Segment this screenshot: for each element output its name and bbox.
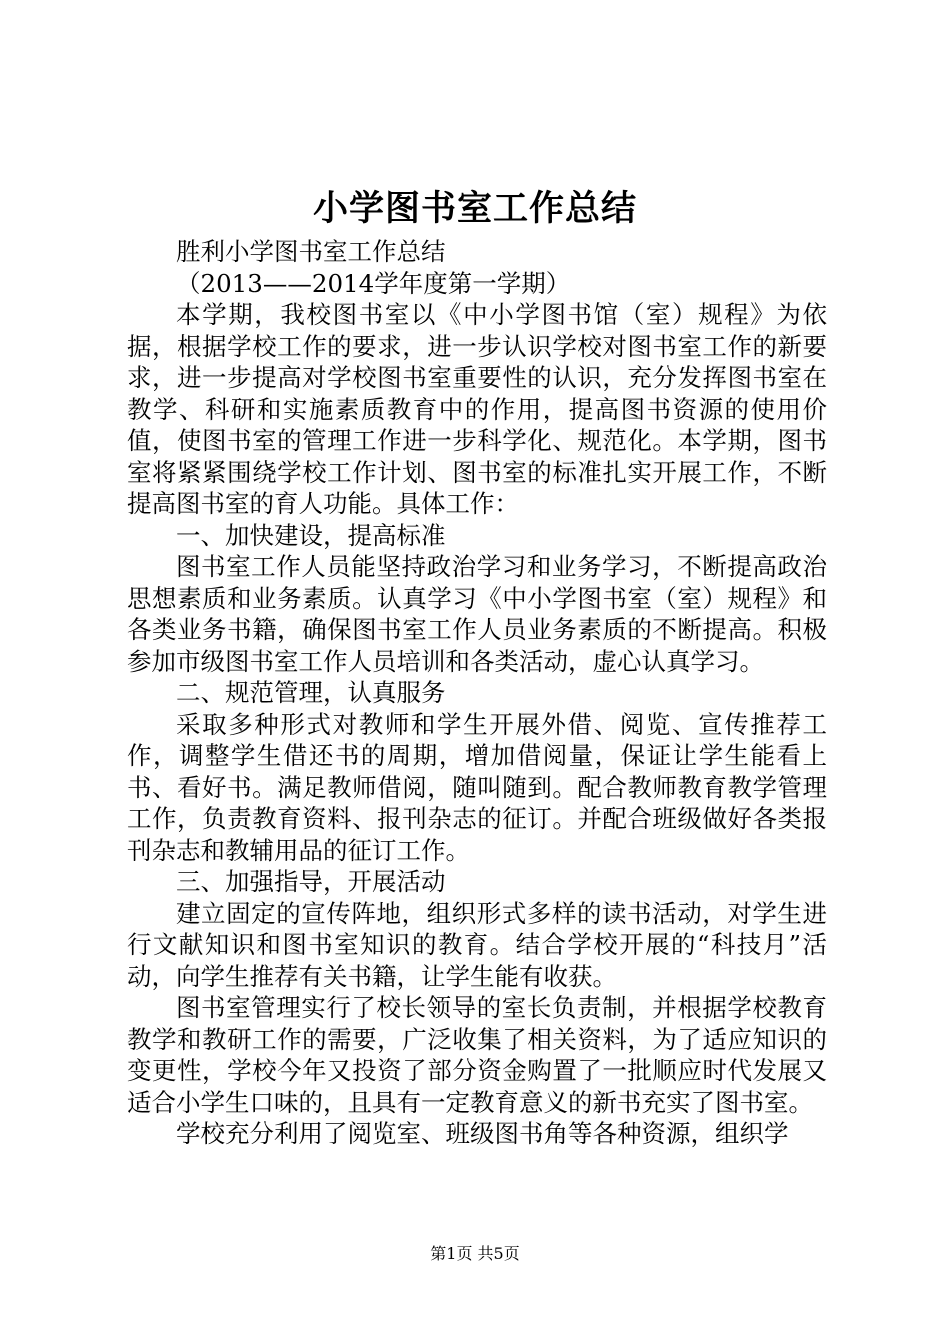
paragraph-intro: 本学期，我校图书室以《中小学图书馆（室）规程》为依据，根据学校工作的要求，进一步认识学校对图书室工作的新要求，进一步提高对学校图书室重要性的认识，充分发挥图书室在教学、科研和实施素质教育中的作用，提高图书资源的使用价值，使图书室的管理工作进一步科学化、规范化。本学期，图书室将紧紧围绕学校工作计划、图书室的标准扎实开展工作，不断提高图书室的育人功能。具体工作： (127, 300, 827, 518)
section-heading-1: 一、加快建设，提高标准 (176, 520, 446, 550)
page-footer: 第1页 共5页 (430, 1244, 520, 1263)
document-body (127, 236, 827, 1150)
paragraph-management: 图书室管理实行了校长领导的室长负责制，并根据学校教育教学和教研工作的需要，广泛收集了相关资料，为了适应知识的变更性，学校今年又投资了部分资金购置了一批顺应时代发展又适合小学生口味的，且具有一定教育意义的新书充实了图书室。 (127, 993, 827, 1117)
paragraph-subtitle: 胜利小学图书室工作总结 (176, 237, 446, 266)
paragraph-section-3: 建立固定的宣传阵地，组织形式多样的读书活动，对学生进行文献知识和图书室知识的教育。结合学校开展的“科技月”活动，向学生推荐有关书籍，让学生能有收获。 (127, 898, 827, 991)
paragraph-resources: 学校充分利用了阅览室、班级图书角等各种资源，组织学 (176, 1119, 789, 1148)
paragraph-section-2: 采取多种形式对教师和学生开展外借、阅览、宣传推荐工作，调整学生借还书的周期，增加借阅量，保证让学生能看上书、看好书。满足教师借阅，随叫随到。配合教师教育教学管理工作，负责教育资料、报刊杂志的征订。并配合班级做好各类报刊杂志和教辅用品的征订工作。 (127, 709, 827, 865)
section-heading-2: 二、规范管理，认真服务 (176, 678, 446, 707)
paragraph-section-1: 图书室工作人员能坚持政治学习和业务学习，不断提高政治思想素质和业务素质。认真学习《中小学图书室（室）规程》和各类业务书籍，确保图书室工作人员业务素质的不断提高。积极参加市级图书室工作人员培训和各类活动，虚心认真学习。 (127, 552, 827, 676)
paragraph-term: （2013——2014学年度第一学期） (176, 268, 571, 298)
section-heading-3: 三、加强指导，开展活动 (176, 867, 446, 896)
page-title: 小学图书室工作总结 (312, 188, 637, 229)
